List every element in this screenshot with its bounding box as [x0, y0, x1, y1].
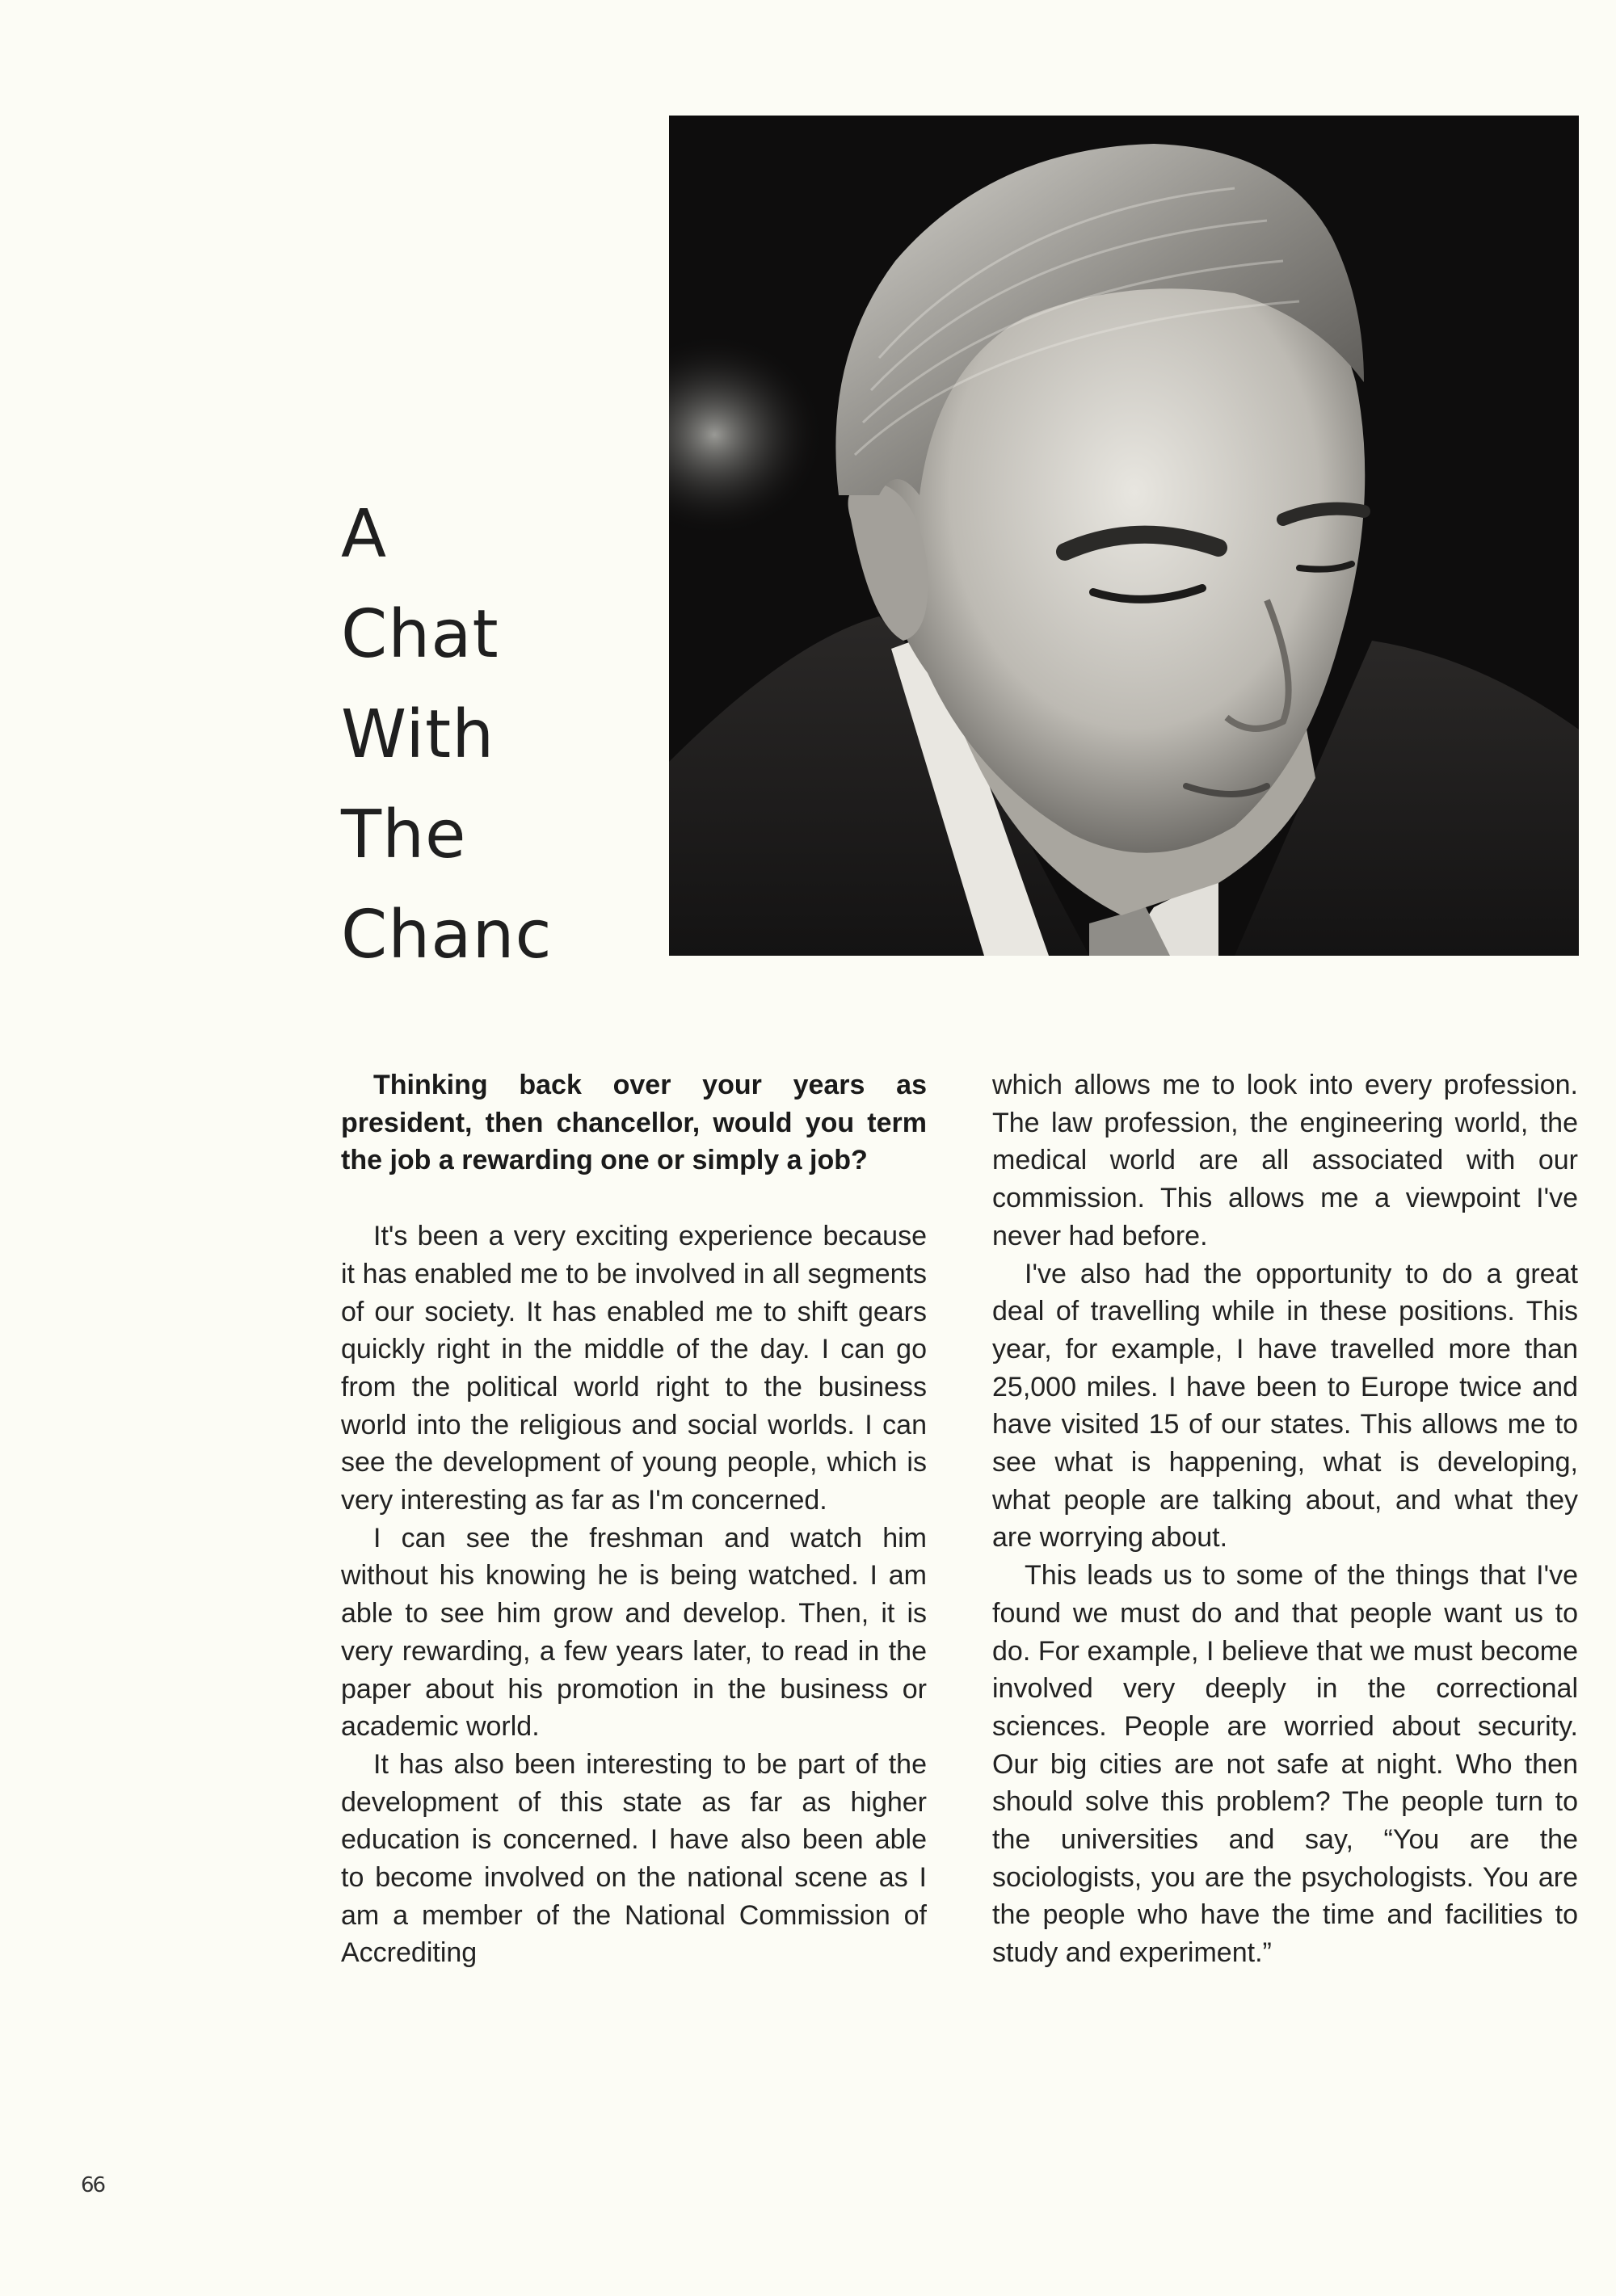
right-column: [992, 1066, 1578, 1972]
paragraph: This leads us to some of the things that I've found we must do and that people want us to do. For example, I believe that we must become involved very deeply in the correctional sciences. People are worried about security. Our big cities are not safe at night. Who then should solve this problem? The people turn to the universities and say, “You are the sociologists, you are the psychologists. You are the people who have the time and facilities to study and experiment.”: [992, 1560, 1578, 1969]
title-line: Chanc: [341, 897, 553, 973]
paragraph: It has also been interesting to be part of the development of this state as far as higher education is concerned. I have also been able to become involved on the national scene as I am a member of the National Commission of Accrediting: [341, 1748, 927, 1969]
paragraph: which allows me to look into every profession. The law profession, the engineering world, the medical world are all associated with our commission. This allows me a viewpoint I've never had before.: [992, 1070, 1578, 1251]
title-line: Chat: [341, 596, 499, 673]
page-number: 66: [81, 2173, 105, 2197]
paragraph: I can see the freshman and watch him without his knowing he is being watched. I am able to see him grow and develop. Then, it is very rewarding, a few years later, to read in the paper about his promotion in the business or academic world.: [341, 1522, 927, 1743]
article-title: [341, 485, 648, 986]
paragraph: I've also had the opportunity to do a great deal of travelling while in these positions. This year, for example, I have travelled more than 25,000 miles. I have been to Europe twice and have visited 15 of our states. This allows me to see what is happening, what is developing, what people are talking about, and what they are worrying about.: [992, 1258, 1578, 1554]
title-line: The: [341, 797, 467, 873]
title-line: With: [341, 696, 495, 773]
paragraph: It's been a very exciting experience because it has enabled me to be involved in all segments of our society. It has enabled me to shift gears quickly right in the middle of the day. I can go from the political world right to the business world into the religious and social worlds. I can see the development of young people, which is very interesting as far as I'm concerned.: [341, 1221, 927, 1516]
left-column: [341, 1066, 927, 1972]
title-line: A: [341, 496, 388, 573]
portrait-photo-icon: [669, 116, 1579, 956]
interview-question: Thinking back over your years as president, then chancellor, would you term the job a rewarding one or simply a job?: [341, 1070, 927, 1176]
portrait-photo: [669, 116, 1579, 956]
